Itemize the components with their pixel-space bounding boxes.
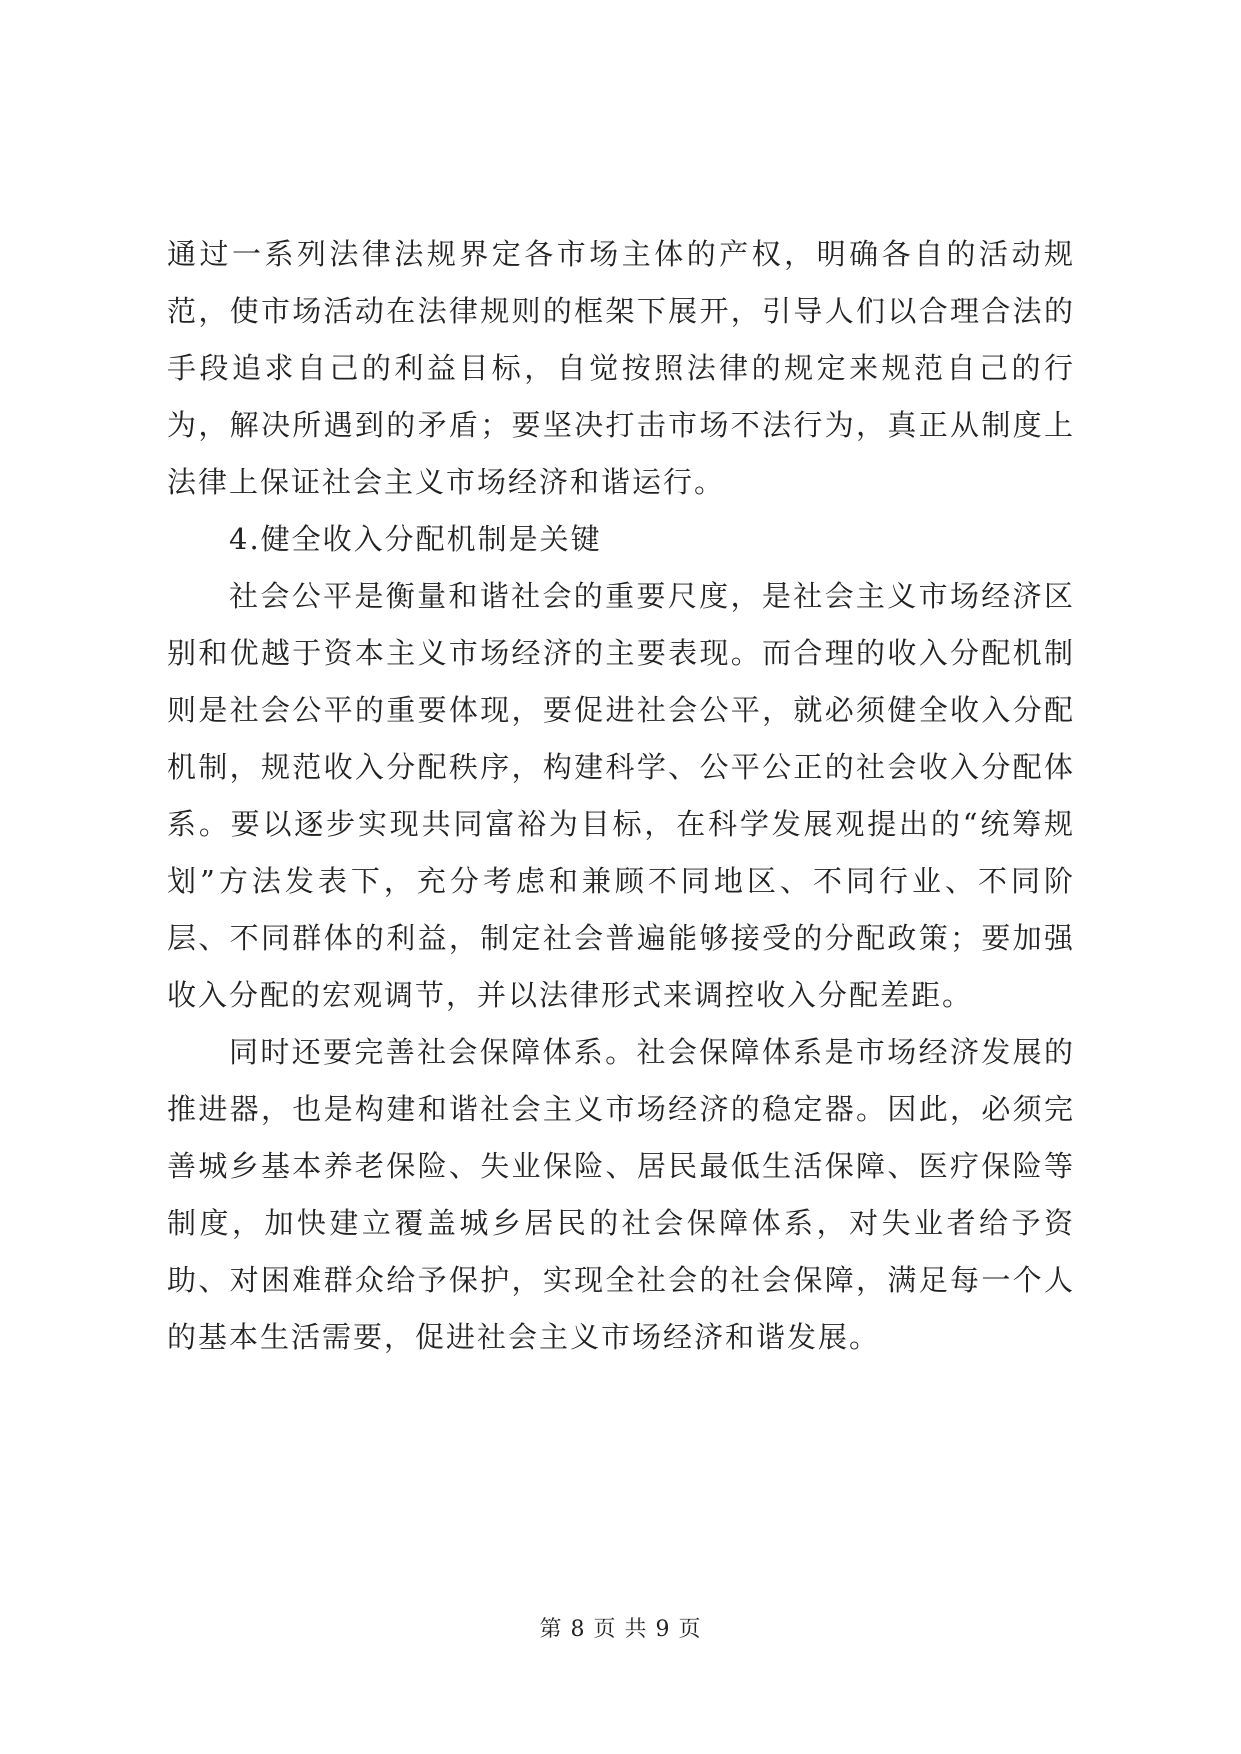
document-body <box>167 226 1075 1366</box>
section-heading-income-distribution: 4.健全收入分配机制是关键 <box>229 522 602 556</box>
page-footer <box>0 1612 1241 1643</box>
paragraph-law-framework: 通过一系列法律法规界定各市场主体的产权，明确各自的活动规范，使市场活动在法律规则的框架下展开，引导人们以合理合法的手段追求自己的利益目标，自觉按照法律的规定来规范自己的行为，解决所遇到的矛盾；要坚决打击市场不法行为，真正从制度上法律上保证社会主义市场经济和谐运行。 <box>167 237 1075 499</box>
paragraph-social-fairness: 社会公平是衡量和谐社会的重要尺度，是社会主义市场经济区别和优越于资本主义市场经济的主要表现。而合理的收入分配机制则是社会公平的重要体现，要促进社会公平，就必须健全收入分配机制，规范收入分配秩序，构建科学、公平公正的社会收入分配体系。要以逐步实现共同富裕为目标，在科学发展观提出的“统筹规划”方法发表下，充分考虑和兼顾不同地区、不同行业、不同阶层、不同群体的利益，制定社会普遍能够接受的分配政策；要加强收入分配的宏观调节，并以法律形式来调控收入分配差距。 <box>167 579 1075 1012</box>
paragraph-social-security: 同时还要完善社会保障体系。社会保障体系是市场经济发展的推进器，也是构建和谐社会主义市场经济的稳定器。因此，必须完善城乡基本养老保险、失业保险、居民最低生活保障、医疗保险等制度，加快建立覆盖城乡居民的社会保障体系，对失业者给予资助、对困难群众给予保护，实现全社会的社会保障，满足每一个人的基本生活需要，促进社会主义市场经济和谐发展。 <box>167 1035 1075 1354</box>
page-number-label: 第 8 页 共 9 页 <box>539 1617 702 1642</box>
